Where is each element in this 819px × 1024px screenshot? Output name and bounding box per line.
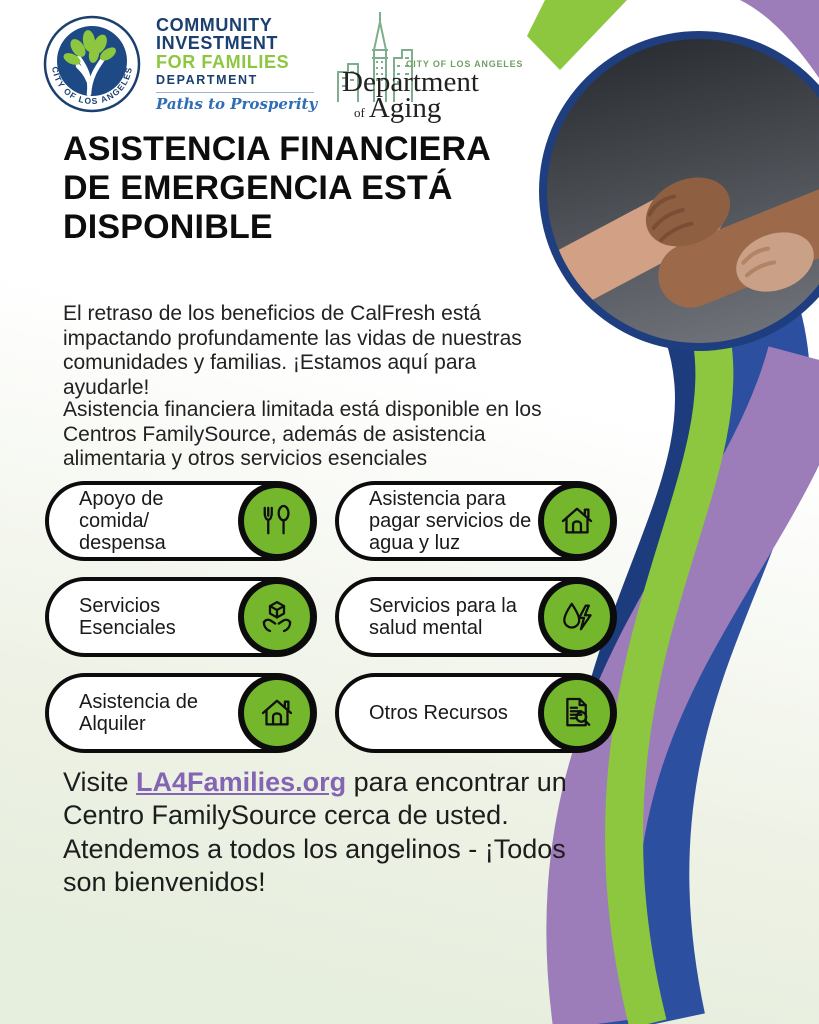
water-drop-lightning-icon	[538, 578, 616, 656]
pill-label: Asistencia para pagar servicios de agua y luz	[369, 488, 532, 554]
fork-spoon-icon	[238, 482, 316, 560]
pill-label: Apoyo de comida/ despensa	[79, 488, 166, 554]
aging-department-text: Department	[342, 66, 479, 98]
pill-essential-services	[45, 577, 317, 657]
cifd-name-line4: DEPARTMENT	[156, 72, 258, 87]
pill-other-resources	[335, 673, 617, 753]
cifd-name-line2: INVESTMENT	[156, 33, 279, 54]
cifd-name-line3: FOR FAMILIES	[156, 52, 290, 73]
services-grid	[45, 481, 617, 753]
pill-label: Asistencia de Alquiler	[79, 691, 198, 735]
cta-prefix: Visite	[63, 767, 137, 797]
pill-utility-assistance	[335, 481, 617, 561]
cifd-name-line1: COMMUNITY	[156, 14, 273, 35]
box-in-hands-icon	[238, 578, 316, 656]
call-to-action	[63, 766, 608, 900]
badge-curved-text: CITY OF LOS ANGELES	[49, 65, 135, 107]
cta-suffix: para encontrar un Centro FamilySource cerca de usted. Atendemos a todos los angelinos - ¡Todos son bienvenidos!	[63, 767, 567, 898]
house-icon	[238, 674, 316, 752]
pill-mental-health	[335, 577, 617, 657]
aging-logo	[328, 6, 523, 124]
aging-city-text: CITY OF LOS ANGELES	[406, 59, 524, 69]
pill-rental-assistance	[45, 673, 317, 753]
pill-label: Servicios Esenciales	[79, 595, 176, 639]
pill-label: Servicios para la salud mental	[369, 595, 517, 639]
assistance-paragraph: Asistencia financiera limitada está disponible en los Centros FamilySource, además de asistencia alimentaria y otros servicios esenciales	[63, 398, 542, 471]
house-icon	[538, 482, 616, 560]
intro-paragraph: El retraso de los beneficios de CalFresh está impactando profundamente las vidas de nuestras comunidades y familias. ¡Estamos aquí para ayudarle!	[63, 302, 522, 399]
pill-food-support	[45, 481, 317, 561]
cifd-badge	[42, 14, 142, 114]
cifd-logo	[42, 14, 317, 114]
document-magnifier-icon	[538, 674, 616, 752]
page-title: ASISTENCIA FINANCIERA DE EMERGENCIA ESTÁ DISPONIBLE	[63, 130, 490, 247]
cifd-divider	[156, 92, 314, 93]
cifd-tagline: Paths to Prosperity	[156, 94, 318, 113]
la4families-link[interactable]: LA4Families.org	[136, 767, 347, 797]
aging-of-aging-text: of Aging	[354, 92, 442, 124]
pill-label: Otros Recursos	[369, 702, 508, 724]
